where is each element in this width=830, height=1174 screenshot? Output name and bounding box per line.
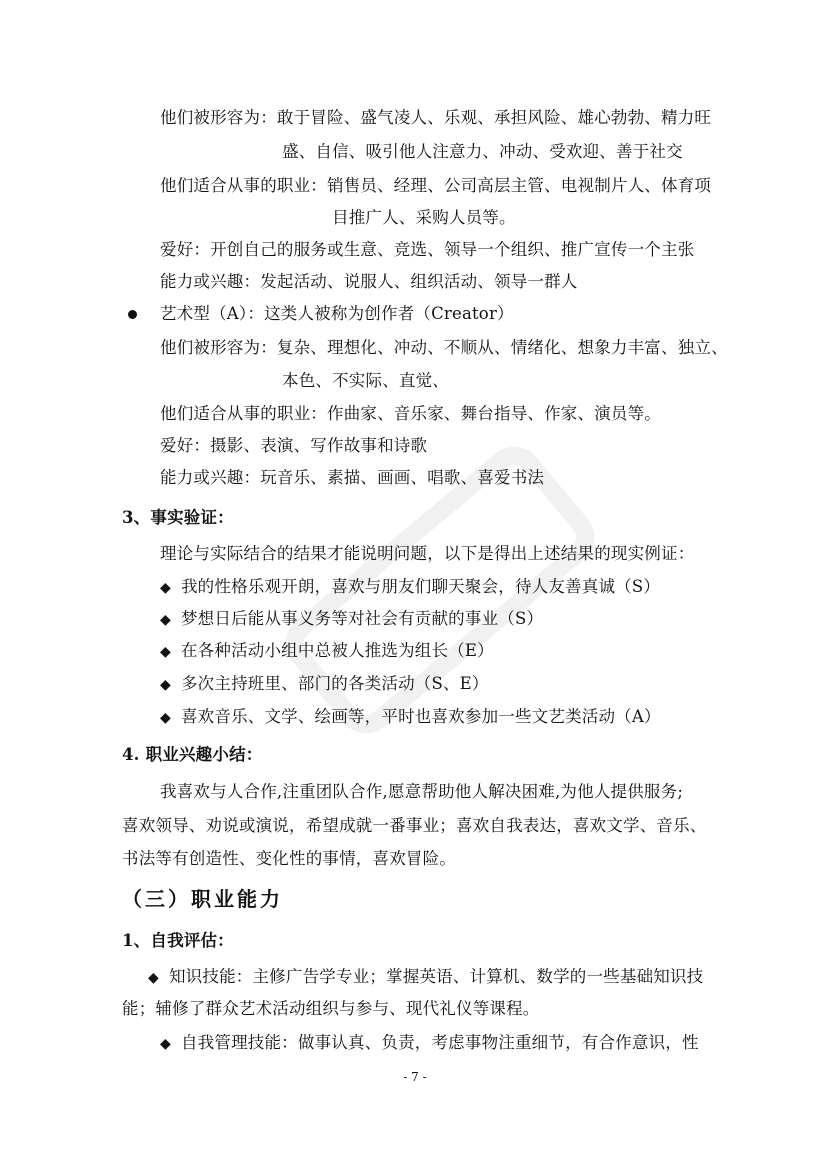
diamond-bullet-icon: ◆ — [160, 1036, 171, 1052]
text-line: 目推广人、采购人员等。 — [332, 208, 516, 227]
list-item-text: 我的性格乐观开朗，喜欢与朋友们聊天聚会，待人友善真诚（S） — [180, 577, 661, 596]
section-heading: 3、事实验证： — [122, 508, 234, 527]
diamond-bullet-icon: ◆ — [160, 612, 171, 628]
text-line: 他们适合从事的职业：销售员、经理、公司高层主管、电视制片人、体育项 — [160, 176, 712, 195]
text-line: 能力或兴趣：发起活动、说服人、组织活动、领导一群人 — [160, 272, 578, 291]
list-item — [160, 674, 489, 695]
paragraph-line: 能；辅修了群众艺术活动组织与参与、现代礼仪等课程。 — [122, 999, 540, 1018]
diamond-bullet-icon: ◆ — [160, 710, 171, 726]
section-heading: 1、自我评估： — [122, 931, 234, 950]
list-item — [160, 1033, 699, 1054]
diamond-bullet-icon: ◆ — [160, 644, 171, 660]
text-line: 理论与实际结合的结果才能说明问题，以下是得出上述结果的现实例证： — [160, 544, 695, 563]
text-line: 爱好：开创自己的服务或生意、竞选、领导一个组织、推广宣传一个主张 — [160, 240, 695, 259]
text-line: 他们适合从事的职业：作曲家、音乐家、舞台指导、作家、演员等。 — [160, 404, 661, 423]
chapter-heading: （三）职业能力 — [122, 887, 283, 911]
text-line: 他们被形容为：敢于冒险、盛气凌人、乐观、承担风险、雄心勃勃、精力旺 — [160, 108, 712, 127]
text-line: 他们被形容为：复杂、理想化、冲动、不顺从、情绪化、想象力丰富、独立、 — [160, 338, 728, 357]
diamond-bullet-icon: ◆ — [160, 677, 171, 693]
text-line: 盛、自信、吸引他人注意力、冲动、受欢迎、善于社交 — [282, 142, 683, 161]
text-line: 本色、不实际、直觉、 — [282, 371, 449, 390]
list-item — [160, 641, 494, 662]
text-line: 爱好：摄影、表演、写作故事和诗歌 — [160, 436, 428, 455]
paragraph-line: 书法等有创造性、变化性的事情，喜欢冒险。 — [122, 849, 456, 868]
text-line: 能力或兴趣：玩音乐、素描、画画、唱歌、喜爱书法 — [160, 468, 545, 487]
list-item — [160, 609, 543, 630]
list-item — [160, 577, 660, 598]
list-item — [160, 707, 661, 728]
list-item-text: 多次主持班里、部门的各类活动（S、E） — [180, 674, 489, 693]
list-item-text: 在各种活动小组中总被人推选为组长（E） — [180, 641, 494, 660]
paragraph-line: 我喜欢与人合作,注重团队合作,愿意帮助他人解决困难,为他人提供服务; — [160, 782, 684, 801]
diamond-bullet-icon: ◆ — [148, 970, 159, 986]
page-number: - 7 - — [403, 1070, 427, 1084]
paragraph-line: 喜欢领导、劝说或演说，希望成就一番事业；喜欢自我表达，喜欢文学、音乐、 — [122, 816, 707, 835]
list-item — [148, 967, 703, 988]
bullet-icon — [128, 310, 137, 319]
list-item-text: 自我管理技能：做事认真、负责，考虑事物注重细节，有合作意识，性 — [180, 1033, 699, 1052]
list-item-text: 喜欢音乐、文学、绘画等，平时也喜欢参加一些文艺类活动（A） — [180, 707, 661, 726]
list-item-text: 知识技能：主修广告学专业；掌握英语、计算机、数学的一些基础知识技 — [168, 967, 704, 986]
section-heading: 4. 职业兴趣小结： — [122, 745, 263, 764]
text-line: 艺术型（A）：这类人被称为创作者（Creator） — [160, 304, 514, 323]
diamond-bullet-icon: ◆ — [160, 580, 171, 596]
list-item-text: 梦想日后能从事义务等对社会有贡献的事业（S） — [180, 609, 544, 628]
